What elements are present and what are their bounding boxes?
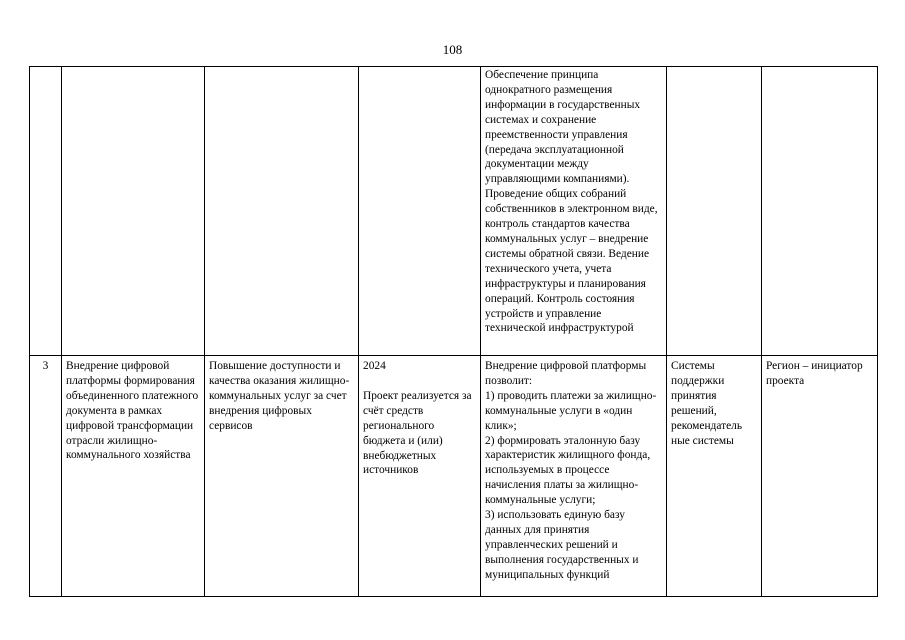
cell-project: [62, 67, 205, 356]
cell-project: Внедрение цифровой платформы формирования объединенного платежного документа в рамках цифровой трансформации отрасли жилищно-коммунального хозяйства: [62, 356, 205, 597]
cell-initiator: [762, 67, 878, 356]
cell-year-funding: [359, 67, 481, 356]
year-text: 2024: [363, 360, 386, 372]
spacer: [363, 374, 476, 389]
cell-goal: [205, 67, 359, 356]
cell-year-funding: [359, 356, 481, 597]
cell-number: 3: [30, 356, 62, 597]
cell-effects: Внедрение цифровой платформы позволит: 1) проводить платежи за жилищно-коммунальные услуги в «один клик»; 2) формировать эталонную базу характеристик жилищного фонда, используемых в процессе начисления платы за жилищно-коммунальные услуги; 3) использовать единую базу данных для принятия управленческих решений и выполнения государственных и муниципальных функций: [481, 356, 667, 597]
cell-technology: [667, 67, 762, 356]
cell-initiator: Регион – инициатор проекта: [762, 356, 878, 597]
table-row-3: [30, 356, 878, 597]
cell-technology: Системы поддержки принятия решений, рекомендатель ные системы: [667, 356, 762, 597]
cell-number: [30, 67, 62, 356]
cell-effects: Обеспечение принципа однократного размещения информации в государственных системах и сохранение преемственности управления (передача эксплуатационной документации между управляющими компаниями). Проведение общих собраний собственников в электронном виде, контроль стандартов качества коммунальных услуг – внедрение системы обратной связи. Ведение технического учета, учета инфраструктуры и планирования операций. Контроль состояния устройств и управление технической инфраструктурой: [481, 67, 667, 356]
table-row-continued: [30, 67, 878, 356]
funding-text: Проект реализуется за счёт средств регионального бюджета и (или) внебюджетных источников: [363, 389, 472, 477]
page-number: 108: [442, 42, 463, 57]
projects-table: [29, 66, 878, 597]
cell-goal: Повышение доступности и качества оказания жилищно-коммунальных услуг за счет внедрения цифровых сервисов: [205, 356, 359, 597]
